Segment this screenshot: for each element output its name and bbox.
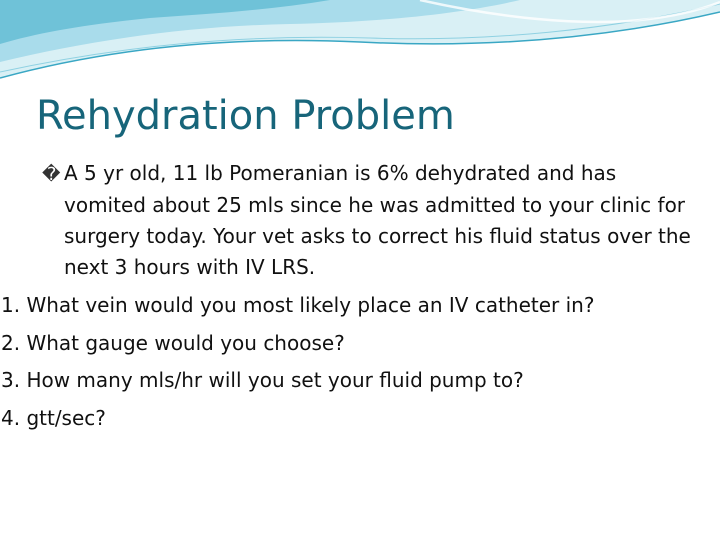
question-item: 2. What gauge would you choose? xyxy=(1,330,345,355)
bullet-glyph: � xyxy=(42,164,61,185)
question-list xyxy=(1,287,702,437)
slide-title: Rehydration Problem xyxy=(36,93,455,139)
decorative-wave-banner xyxy=(0,0,720,90)
question-item: 3. How many mls/hr will you set your fluid pump to? xyxy=(1,368,524,392)
question-item: 4. gtt/sec? xyxy=(1,405,106,430)
slide-body xyxy=(1,158,702,437)
question-item: 1. What vein would you most likely place an IV catheter in? xyxy=(1,293,595,317)
problem-text: A 5 yr old, 11 lb Pomeranian is 6% dehydrated and has vomited about 25 mls since he was admitted to your clinic for surgery today. Your vet asks to correct his fluid status over the next 3 hours with IV LRS. xyxy=(64,161,691,279)
problem-statement xyxy=(42,158,702,283)
